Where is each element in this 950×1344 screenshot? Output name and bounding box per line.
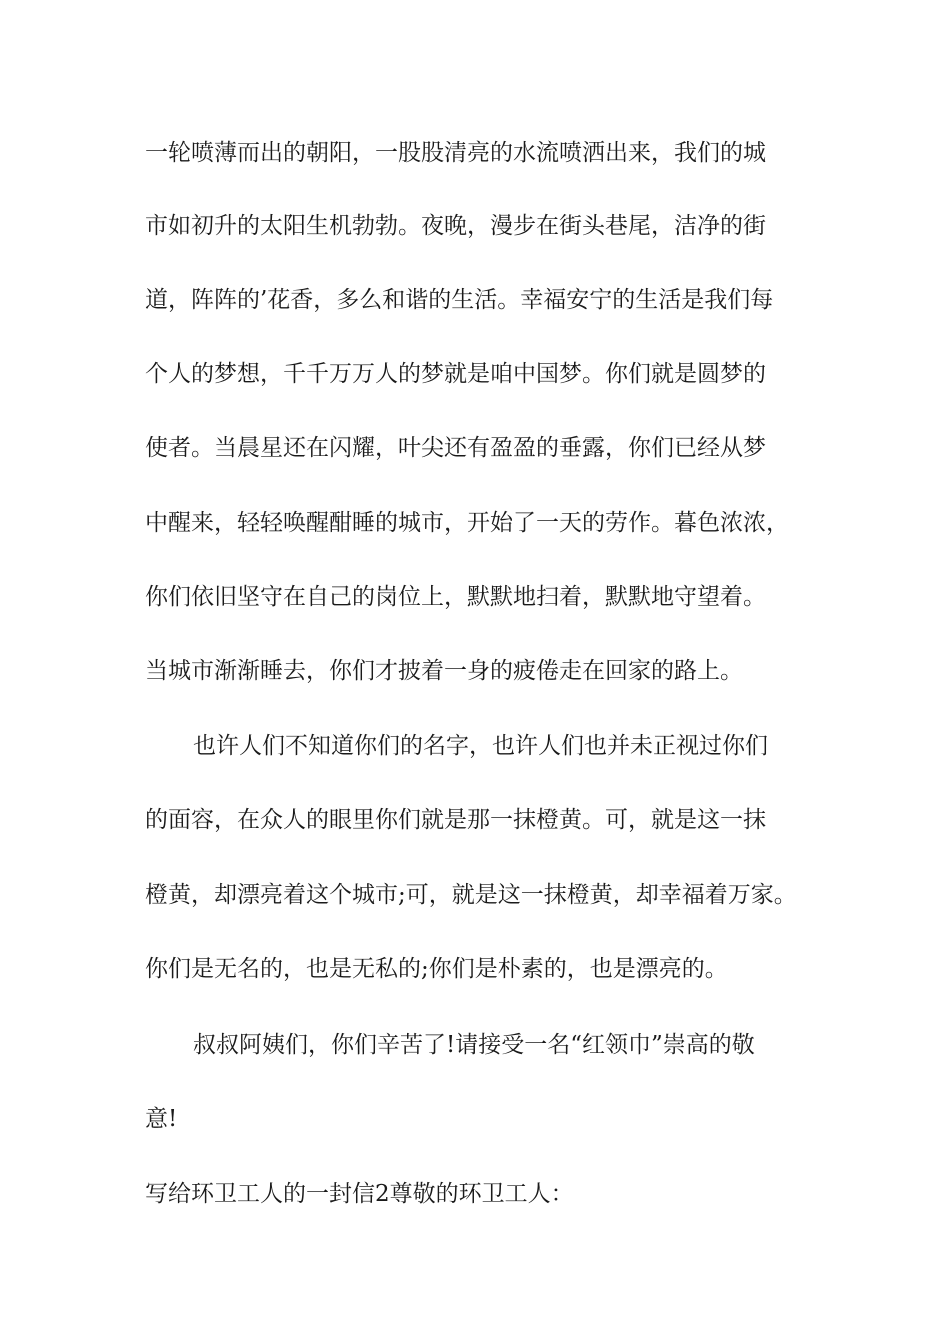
letter-heading: 写给环卫工人的一封信2尊敬的环卫工人： [145,1181,574,1207]
paragraph-3-line-2: 意! [145,1106,178,1132]
text-line-8: 当城市渐渐睡去，你们才披着一身的疲倦走在回家的路上。 [145,658,743,684]
text-line-5: 使者。当晨星还在闪耀，叶尖还有盈盈的垂露，你们已经从梦 [145,435,766,461]
text-line-6: 中醒来，轻轻唤醒酣睡的城市，开始了一天的劳作。暮色浓浓， [145,510,789,536]
paragraph-2-line-2: 的面容，在众人的眼里你们就是那一抹橙黄。可，就是这一抹 [145,807,766,833]
text-line-2: 市如初升的太阳生机勃勃。夜晚，漫步在街头巷尾，洁净的街 [145,213,766,239]
paragraph-3-line-1: 叔叔阿姨们，你们辛苦了!请接受一名“红领巾”崇高的敬 [193,1032,755,1058]
text-line-7: 你们依旧坚守在自己的岗位上，默默地扫着，默默地守望着。 [145,584,766,610]
text-line-1: 一轮喷薄而出的朝阳，一股股清亮的水流喷洒出来，我们的城 [145,140,766,166]
paragraph-2-line-4: 你们是无名的，也是无私的;你们是朴素的，也是漂亮的。 [145,956,728,982]
paragraph-2-line-1: 也许人们不知道你们的名字，也许人们也并未正视过你们 [193,733,768,759]
text-line-4: 个人的梦想，千千万万人的梦就是咱中国梦。你们就是圆梦的 [145,361,766,387]
text-line-3: 道，阵阵的’花香，多么和谐的生活。幸福安宁的生活是我们每 [145,287,774,313]
paragraph-2-line-3: 橙黄，却漂亮着这个城市;可，就是这一抹橙黄，却幸福着万家。 [145,882,797,908]
